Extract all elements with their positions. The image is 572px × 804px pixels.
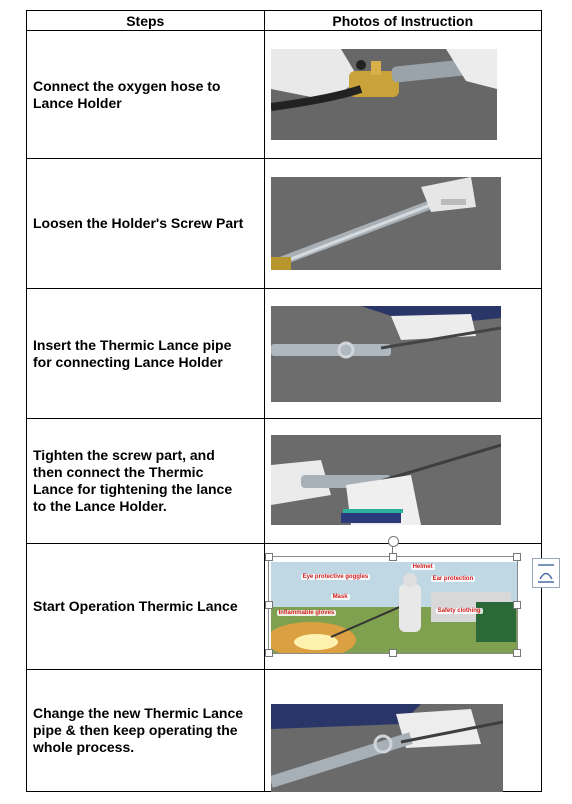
step-text: Tighten the screw part, and then connect the Thermic Lance for tightening the lance to the Lance Holder. (33, 447, 233, 514)
resize-handle-right[interactable] (513, 601, 521, 609)
photo-cell (264, 159, 541, 289)
layout-options-button[interactable] (532, 558, 560, 588)
step-text: Connect the oxygen hose to Lance Holder (33, 77, 221, 111)
header-steps: Steps (27, 11, 265, 31)
photo-change-pipe[interactable] (271, 704, 503, 792)
label-helmet: Helmet (412, 564, 433, 570)
step-cell (27, 159, 265, 289)
table-row (27, 670, 542, 792)
resize-handle-bottom-left[interactable] (265, 649, 273, 657)
table-row (27, 159, 542, 289)
table-row (27, 419, 542, 544)
step-cell (27, 289, 265, 419)
photo-cell (264, 289, 541, 419)
label-mask: Mask (332, 594, 348, 600)
photo-cell (264, 670, 541, 792)
resize-handle-top-right[interactable] (513, 553, 521, 561)
resize-handle-left[interactable] (265, 601, 273, 609)
step-cell (27, 544, 265, 670)
image-selection-frame[interactable] (268, 556, 518, 654)
rotate-handle[interactable] (388, 536, 399, 547)
photo-insert-pipe[interactable] (271, 306, 501, 402)
photo-loosen-screw[interactable] (271, 177, 501, 270)
photo-connect-hose[interactable] (271, 49, 497, 140)
step-cell (27, 419, 265, 544)
instruction-table (26, 10, 542, 792)
step-cell (27, 670, 265, 792)
label-gloves: Inflammable gloves (278, 610, 335, 616)
label-ear: Ear protection (432, 576, 474, 582)
step-cell (27, 31, 265, 159)
header-photos: Photos of Instruction (264, 11, 541, 31)
photo-cell (264, 31, 541, 159)
photo-cell (264, 419, 541, 544)
step-text: Loosen the Holder's Screw Part (33, 215, 244, 231)
step-text: Start Operation Thermic Lance (33, 598, 238, 614)
step-text: Insert the Thermic Lance pipe for connecting Lance Holder (33, 336, 232, 370)
resize-handle-bottom[interactable] (389, 649, 397, 657)
table-row (27, 31, 542, 159)
resize-handle-top[interactable] (389, 553, 397, 561)
resize-handle-bottom-right[interactable] (513, 649, 521, 657)
resize-handle-top-left[interactable] (265, 553, 273, 561)
label-clothing: Safety clothing (437, 608, 481, 614)
photo-tighten-lance[interactable] (271, 435, 501, 525)
label-goggles: Eye protective goggles (302, 574, 369, 580)
step-text: Change the new Thermic Lance pipe & then keep operating the whole process. (33, 705, 244, 755)
table-row (27, 289, 542, 419)
layout-options-icon (533, 559, 559, 587)
table-header-row (27, 11, 542, 31)
